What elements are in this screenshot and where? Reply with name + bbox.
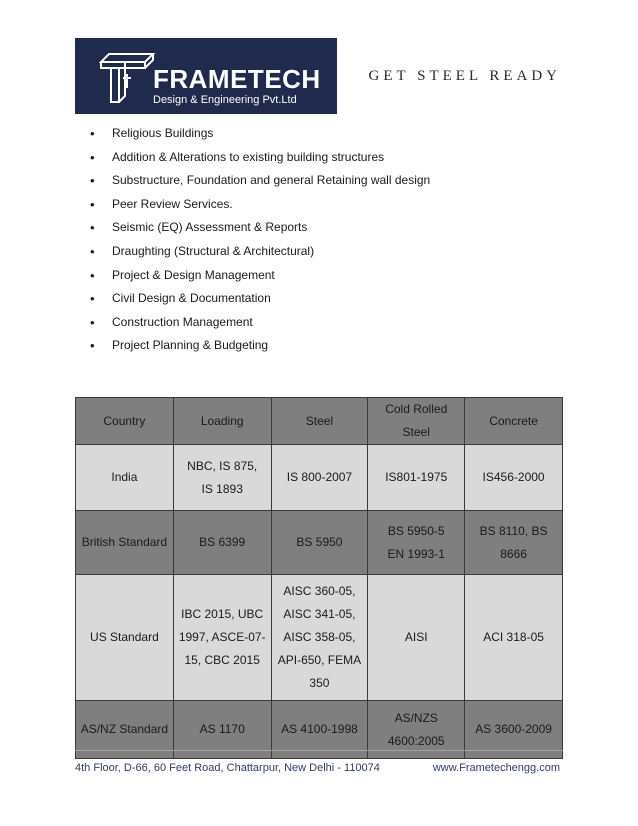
header-concrete: Concrete <box>465 398 563 445</box>
header-steel: Steel <box>271 398 368 445</box>
cell-steel: AS 4100-1998 <box>271 701 368 759</box>
list-item: • Project & Design Management <box>90 264 430 288</box>
table-row <box>76 445 563 511</box>
cell-concrete: ACI 318-05 <box>465 575 563 701</box>
table-row <box>76 575 563 701</box>
list-item: • Addition & Alterations to existing building structures <box>90 146 430 170</box>
cell-line: IS 1893 <box>201 481 243 496</box>
cell-line: 1997, ASCE-07- <box>178 630 266 644</box>
cell-concrete <box>465 511 563 575</box>
cell-cold-rolled: AISI <box>368 575 465 701</box>
cell-cold-rolled <box>368 511 465 575</box>
header-country: Country <box>76 398 174 445</box>
list-item: • Civil Design & Documentation <box>90 287 430 311</box>
cell-line: EN 1993-1 <box>387 546 445 561</box>
cell-country: US Standard <box>76 575 174 701</box>
cell-line: AS/NZS <box>394 710 438 725</box>
list-item: • Substructure, Foundation and general Retaining wall design <box>90 169 430 193</box>
tagline: GET STEEL READY <box>368 68 561 84</box>
footer-website-link[interactable]: www.Frametechengg.com <box>432 762 560 774</box>
brand-name: FRAMETECH <box>153 64 321 94</box>
cell-loading: BS 6399 <box>173 511 271 575</box>
frame-beam-icon <box>97 48 157 108</box>
cell-steel: BS 5950 <box>271 511 368 575</box>
list-item: • Draughting (Structural & Architectural) <box>90 240 430 264</box>
cell-line: BS 8110, BS <box>479 523 548 538</box>
footer-divider <box>75 750 563 751</box>
list-item: • Project Planning & Budgeting <box>90 334 430 358</box>
cell-line: NBC, IS 875, <box>187 458 258 473</box>
cell-steel <box>271 575 368 701</box>
cell-concrete: AS 3600-2009 <box>465 701 563 759</box>
table-header-row <box>76 398 563 445</box>
cell-country: AS/NZ Standard <box>76 701 174 759</box>
cell-line: BS 5950-5 <box>387 523 445 538</box>
services-list <box>90 122 430 358</box>
list-item: • Seismic (EQ) Assessment & Reports <box>90 216 430 240</box>
cell-line: 4600:2005 <box>387 733 445 748</box>
header-cold-rolled-steel: Cold Rolled Steel <box>368 398 465 445</box>
cell-concrete: IS456-2000 <box>465 445 563 511</box>
list-item: • Peer Review Services. <box>90 193 430 217</box>
footer-address: 4th Floor, D-66, 60 Feet Road, Chattarpur, New Delhi - 110074 <box>75 762 380 774</box>
cell-line: AISC 360-05, <box>283 584 356 598</box>
cell-line: AISC 358-05, <box>283 630 356 644</box>
company-logo <box>75 38 337 114</box>
cell-loading: AS 1170 <box>173 701 271 759</box>
table-row <box>76 511 563 575</box>
cell-loading <box>173 445 271 511</box>
cell-steel: IS 800-2007 <box>271 445 368 511</box>
header-loading: Loading <box>173 398 271 445</box>
cell-line: 8666 <box>500 546 527 561</box>
cell-line: IBC 2015, UBC <box>181 607 264 621</box>
brand-subtitle: Design & Engineering Pvt.Ltd <box>153 94 297 106</box>
list-item: • Construction Management <box>90 311 430 335</box>
cell-line: AISC 341-05, <box>283 607 356 621</box>
cell-line: API-650, FEMA <box>277 653 362 667</box>
cell-line: 350 <box>309 676 330 690</box>
cell-loading <box>173 575 271 701</box>
list-item: • Religious Buildings <box>90 122 430 146</box>
cell-country: India <box>76 445 174 511</box>
cell-cold-rolled: IS801-1975 <box>368 445 465 511</box>
cell-country: British Standard <box>76 511 174 575</box>
cell-line: 15, CBC 2015 <box>184 653 260 667</box>
standards-table <box>75 397 563 759</box>
